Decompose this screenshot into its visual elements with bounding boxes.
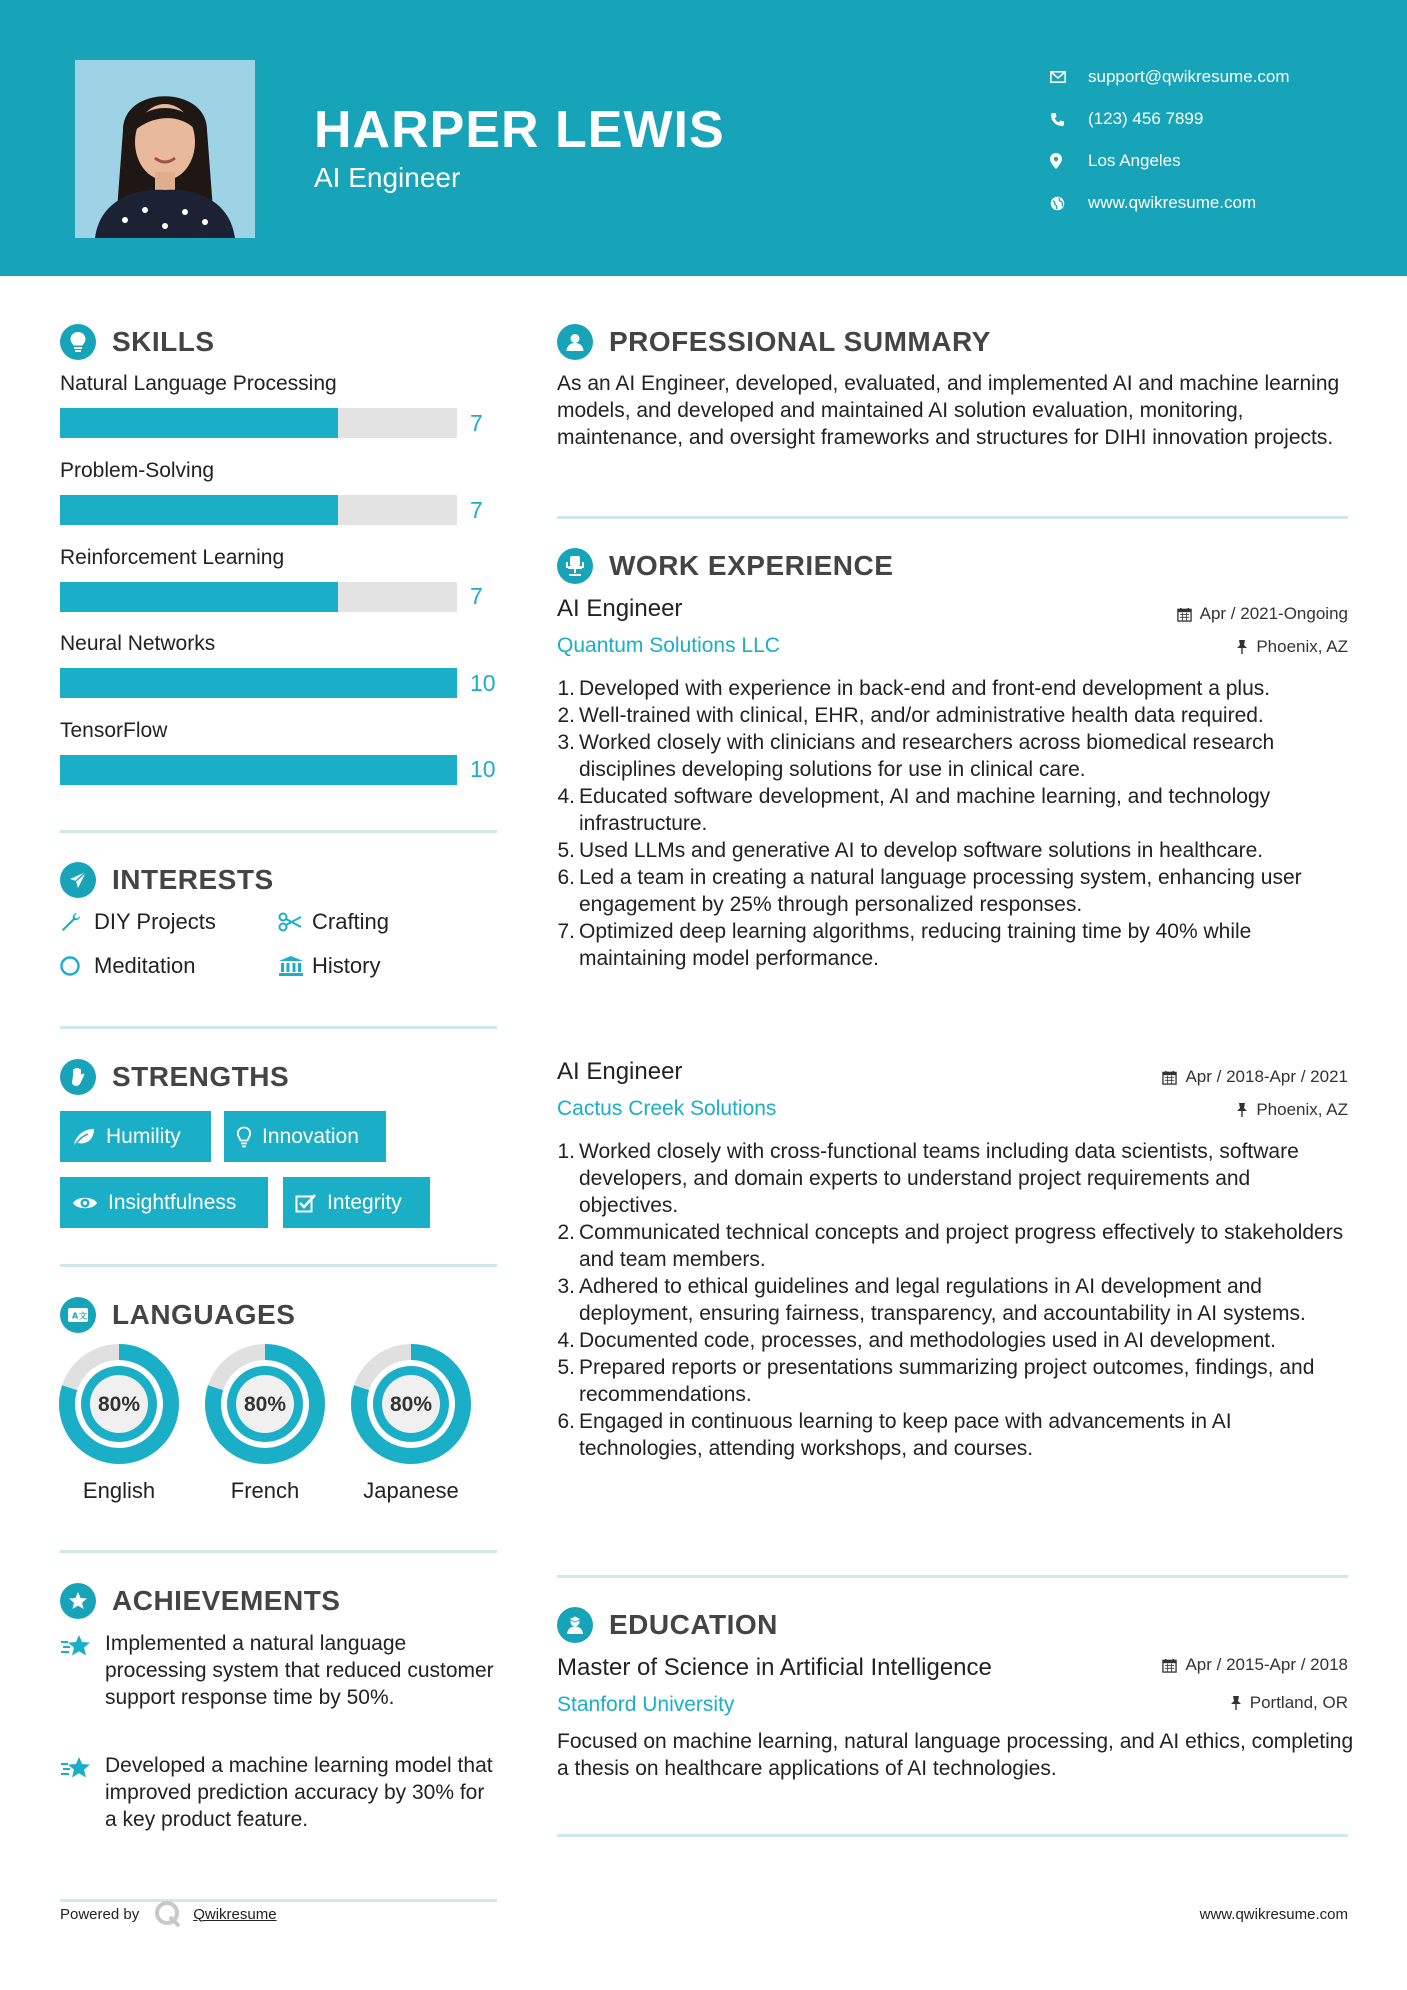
interest-label: History: [312, 953, 381, 978]
interest-label: Crafting: [312, 909, 390, 934]
skills-title: SKILLS: [112, 326, 215, 357]
strength-label: Innovation: [262, 1124, 359, 1148]
section-divider: [557, 1575, 1348, 1578]
interest-item: [60, 953, 196, 979]
language-ring: [349, 1342, 473, 1466]
interests-title: INTERESTS: [112, 864, 274, 895]
job-title: AI Engineer: [557, 595, 683, 622]
user-icon: [557, 324, 593, 360]
calendar-icon: [1162, 1070, 1177, 1085]
globe-icon: [1050, 196, 1086, 211]
achievement-item: [60, 1752, 500, 1833]
footer-powered-by: [60, 1900, 277, 1928]
language-ring: [203, 1342, 327, 1466]
strength-label: Humility: [106, 1124, 181, 1148]
contact-phone[interactable]: [1050, 98, 1290, 140]
duty-number: 4.: [557, 785, 575, 808]
duty-item: [553, 1354, 1353, 1408]
duty-item: [553, 1327, 1353, 1354]
duty-item: [553, 783, 1353, 837]
school-name: Stanford University: [557, 1693, 735, 1716]
wrench-icon: [60, 911, 94, 933]
paper-plane-icon: [60, 862, 96, 898]
skill-bar-fill: [60, 668, 457, 698]
section-divider: [60, 1026, 497, 1029]
duty-number: 1.: [557, 1140, 575, 1163]
footer-website[interactable]: www.qwikresume.com: [1199, 1906, 1348, 1923]
duty-number: 5.: [557, 839, 575, 862]
skills-heading: [60, 324, 215, 360]
map-pin-icon: [1050, 153, 1086, 169]
duty-item: [553, 1138, 1353, 1219]
duty-text: Led a team in creating a natural language processing system, enhancing user engagement by 25% through personalized responses.: [579, 866, 1302, 916]
duty-number: 5.: [557, 1356, 575, 1379]
company-name: Quantum Solutions LLC: [557, 634, 780, 657]
contact-phone-text: (123) 456 7899: [1088, 109, 1204, 128]
duty-item: [553, 1273, 1353, 1327]
candidate-name: HARPER LEWIS: [314, 101, 725, 159]
section-divider: [557, 1834, 1348, 1837]
language-item: [203, 1342, 327, 1504]
strength-badge: [60, 1177, 268, 1228]
job-dates-text: Apr / 2021-Ongoing: [1199, 604, 1348, 623]
duty-number: 6.: [557, 866, 575, 889]
duty-text: Developed with experience in back-end and front-end development a plus.: [579, 677, 1271, 700]
interest-label: DIY Projects: [94, 909, 216, 934]
skill-name: TensorFlow: [60, 719, 168, 742]
section-divider: [60, 1264, 497, 1267]
skill-bar-fill: [60, 755, 457, 785]
education-dates: [1162, 1655, 1348, 1675]
calendar-icon: [1177, 607, 1192, 622]
job-title: AI Engineer: [557, 1058, 683, 1085]
interest-item: [278, 909, 389, 935]
strengths-title: STRENGTHS: [112, 1061, 290, 1092]
interest-item: [60, 909, 216, 935]
language-percent: 80%: [97, 1393, 141, 1416]
qwikresume-logo-icon: [153, 1900, 183, 1928]
duty-item: [553, 837, 1353, 864]
summary-text: As an AI Engineer, developed, evaluated, and implemented AI and machine learning models, and developed and maintained AI solution evaluation, monitoring, maintenance, and oversight frameworks and structures for DIHI innovation projects.: [557, 372, 1340, 449]
duty-number: 4.: [557, 1329, 575, 1352]
skill-level: 10: [470, 670, 496, 696]
duty-item: [553, 864, 1353, 918]
strength-badge: [60, 1111, 211, 1162]
duty-text: Optimized deep learning algorithms, reducing training time by 40% while maintaining model performance.: [579, 920, 1252, 970]
office-chair-icon: [557, 548, 593, 584]
checkbox-icon: [295, 1193, 317, 1213]
language-item: [349, 1342, 473, 1504]
contact-block: [1050, 56, 1290, 224]
duty-text: Educated software development, AI and machine learning, and technology infrastructure.: [579, 785, 1271, 835]
education-location-text: Portland, OR: [1249, 1693, 1348, 1712]
eye-icon: [72, 1194, 98, 1212]
strength-label: Insightfulness: [108, 1190, 237, 1214]
contact-location: [1050, 140, 1290, 182]
job-location: [1236, 637, 1348, 657]
skill-name: Problem-Solving: [60, 459, 215, 482]
duty-item: [553, 702, 1353, 729]
language-percent: 80%: [243, 1393, 287, 1416]
language-ring: [57, 1342, 181, 1466]
header-banner: [0, 0, 1407, 276]
profile-photo: [75, 60, 255, 238]
skill-level: 7: [470, 583, 483, 609]
duty-item: [553, 729, 1353, 783]
circle-icon: [60, 955, 94, 977]
job-duties: [553, 1138, 1353, 1462]
phone-icon: [1050, 112, 1086, 127]
powered-by-label: Powered by: [60, 1905, 140, 1923]
strength-badge: [283, 1177, 430, 1228]
skill-name: Natural Language Processing: [60, 372, 337, 395]
skill-bar-fill: [60, 408, 338, 438]
duty-number: 6.: [557, 1410, 575, 1433]
contact-email[interactable]: [1050, 56, 1290, 98]
contact-location-text: Los Angeles: [1088, 151, 1181, 170]
achievements-title: ACHIEVEMENTS: [112, 1585, 341, 1616]
duty-number: 3.: [557, 1275, 575, 1298]
bank-icon: [278, 955, 312, 977]
interest-label: Meditation: [94, 953, 196, 978]
skill-level: 7: [470, 497, 483, 523]
duty-text: Documented code, processes, and methodologies used in AI development.: [579, 1329, 1276, 1352]
skill-level: 10: [470, 756, 496, 782]
skill-level: 7: [470, 410, 483, 436]
interests-heading: [60, 862, 274, 898]
pushpin-icon: [1236, 639, 1248, 655]
languages-title: LANGUAGES: [112, 1299, 296, 1330]
duty-number: 1.: [557, 677, 575, 700]
job-duties: [553, 675, 1353, 972]
skill-bar-track: [60, 755, 457, 785]
duty-text: Adhered to ethical guidelines and legal regulations in AI development and deployment, ensuring fairness, transparency, and accountability in AI systems.: [579, 1275, 1306, 1325]
job-dates: [1162, 1067, 1348, 1087]
skill-bar-fill: [60, 495, 338, 525]
star-badge-icon: [60, 1583, 96, 1619]
duty-text: Used LLMs and generative AI to develop software solutions in healthcare.: [579, 839, 1264, 862]
interest-item: [278, 953, 380, 979]
duty-item: [553, 918, 1353, 972]
duty-text: Worked closely with clinicians and researchers across biomedical research disciplines developing solutions for use in clinical care.: [579, 731, 1275, 781]
lightbulb-icon: [60, 324, 96, 360]
duty-item: [553, 1408, 1353, 1462]
contact-website[interactable]: [1050, 182, 1290, 224]
language-name: Japanese: [363, 1478, 459, 1503]
section-divider: [557, 516, 1348, 519]
experience-title: WORK EXPERIENCE: [609, 550, 894, 581]
company-name: Cactus Creek Solutions: [557, 1097, 777, 1120]
skill-bar-track: [60, 582, 457, 612]
strength-badge: [224, 1111, 386, 1162]
duty-number: 7.: [557, 920, 575, 943]
pushpin-icon: [1236, 1102, 1248, 1118]
graduate-icon: [557, 1607, 593, 1643]
duty-item: [553, 1219, 1353, 1273]
envelope-icon: [1050, 71, 1086, 83]
duty-text: Prepared reports or presentations summarizing project outcomes, findings, and recommendations.: [579, 1356, 1315, 1406]
job-dates: [1177, 604, 1348, 624]
education-title: EDUCATION: [609, 1609, 778, 1640]
language-name: French: [230, 1478, 300, 1503]
education-dates-text: Apr / 2015-Apr / 2018: [1185, 1655, 1348, 1674]
duty-item: [553, 675, 1353, 702]
language-percent: 80%: [389, 1393, 433, 1416]
achievement-item: [60, 1630, 500, 1711]
language-name: English: [82, 1478, 156, 1503]
achievement-text: Implemented a natural language processing system that reduced customer support response time by 50%.: [105, 1632, 494, 1709]
duty-number: 2.: [557, 704, 575, 727]
star-icon: [60, 1630, 105, 1711]
education-location: [1230, 1693, 1348, 1713]
language-item: [57, 1342, 181, 1504]
section-divider: [60, 1550, 497, 1553]
achievement-text: Developed a machine learning model that improved prediction accuracy by 30% for a key product feature.: [105, 1754, 493, 1831]
duty-number: 3.: [557, 731, 575, 754]
svg-text:A: A: [72, 1311, 79, 1321]
strengths-heading: [60, 1059, 289, 1095]
contact-website-text: www.qwikresume.com: [1088, 193, 1257, 212]
skill-bar-fill: [60, 582, 338, 612]
summary-title: PROFESSIONAL SUMMARY: [609, 326, 991, 357]
education-heading: [557, 1607, 778, 1643]
duty-text: Worked closely with cross-functional teams including data scientists, software developers, and domain experts to understand project requirements and objectives.: [579, 1140, 1299, 1217]
duty-text: Well-trained with clinical, EHR, and/or administrative health data required.: [579, 704, 1264, 727]
skill-name: Neural Networks: [60, 632, 216, 655]
qwikresume-link[interactable]: Qwikresume: [193, 1905, 277, 1923]
skill-bar-track: [60, 495, 457, 525]
summary-heading: [557, 324, 991, 360]
hand-icon: [60, 1059, 96, 1095]
candidate-title: AI Engineer: [314, 162, 461, 193]
duty-text: Communicated technical concepts and project progress effectively to stakeholders and team members.: [579, 1221, 1344, 1271]
job-location-text: Phoenix, AZ: [1256, 637, 1348, 656]
scissors-icon: [278, 912, 312, 932]
duty-number: 2.: [557, 1221, 575, 1244]
experience-heading: [557, 548, 893, 584]
lightbulb-outline-icon: [236, 1126, 252, 1148]
skill-bar-track: [60, 408, 457, 438]
language-icon: [60, 1297, 96, 1333]
job-location-text: Phoenix, AZ: [1256, 1100, 1348, 1119]
pushpin-icon: [1230, 1695, 1242, 1711]
section-divider: [60, 830, 497, 833]
contact-email-text: support@qwikresume.com: [1088, 67, 1290, 86]
education-description: Focused on machine learning, natural language processing, and AI ethics, completing a thesis on healthcare applications of AI technologies.: [557, 1730, 1354, 1780]
job-location: [1236, 1100, 1348, 1120]
degree-title: Master of Science in Artificial Intelligence: [557, 1654, 992, 1681]
strength-label: Integrity: [327, 1190, 402, 1214]
star-icon: [60, 1752, 105, 1833]
svg-text:文: 文: [79, 1311, 87, 1321]
duty-text: Engaged in continuous learning to keep pace with advancements in AI technologies, attending workshops, and courses.: [579, 1410, 1232, 1460]
skill-name: Reinforcement Learning: [60, 546, 285, 569]
achievements-heading: [60, 1583, 340, 1619]
skill-bar-track: [60, 668, 457, 698]
leaf-icon: [72, 1127, 96, 1147]
languages-heading: [60, 1297, 295, 1333]
job-dates-text: Apr / 2018-Apr / 2021: [1185, 1067, 1348, 1086]
calendar-icon: [1162, 1658, 1177, 1673]
